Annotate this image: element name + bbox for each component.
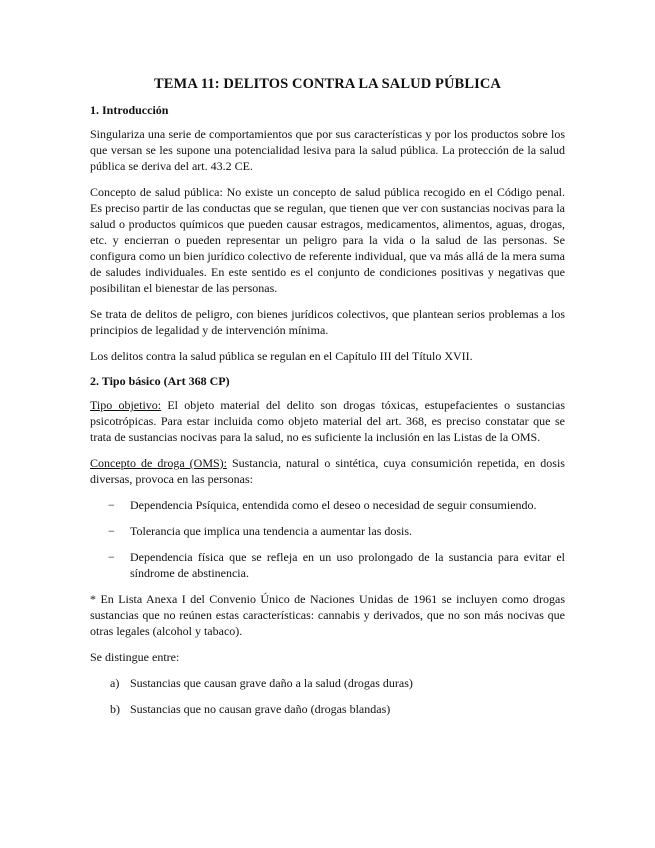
- list-item: [90, 675, 565, 691]
- concepto-droga-label: Concepto de droga (OMS):: [90, 456, 227, 470]
- dependencias-list: [90, 497, 565, 581]
- list-item: [90, 701, 565, 717]
- intro-paragraph-2: Concepto de salud pública: No existe un concepto de salud pública recogido en el Código penal. Es preciso partir de las conductas que se regulan, que tienen que ver con sustancias nocivas para la salud o productos químicos que pueden causar estragos, medicamentos, alimentos, aguas, drogas, etc. y encierran o pueden representar un peligro para la vida o la salud de las personas. Se configura como un bien jurídico colectivo de referente individual, que va más allá de la mera suma de saludes individuales. En este sentido es el conjunto de condiciones positivas y negativas que posibilitan el bienestar de las personas.: [90, 185, 565, 295]
- tipo-objetivo-paragraph: [90, 397, 565, 445]
- list-item: [90, 497, 565, 513]
- list-item-text: Sustancias que causan grave daño a la salud (drogas duras): [130, 676, 413, 690]
- list-item: [90, 549, 565, 581]
- list-marker: b): [110, 702, 120, 716]
- list-item-text: Dependencia física que se refleja en un uso prolongado de la sustancia para evitar el síndrome de abstinencia.: [130, 550, 565, 580]
- list-marker: a): [110, 676, 120, 690]
- section-heading-introduccion: 1. Introducción: [90, 103, 169, 117]
- list-item-text: Sustancias que no causan grave daño (drogas blandas): [130, 702, 391, 716]
- dash-bullet: −: [108, 498, 115, 512]
- intro-paragraph-3: Se trata de delitos de peligro, con bienes jurídicos colectivos, que plantean serios problemas a los principios de legalidad y de intervención mínima.: [90, 307, 565, 337]
- list-item: [90, 523, 565, 539]
- dash-bullet: −: [108, 524, 115, 538]
- se-distingue-paragraph: Se distingue entre:: [90, 650, 180, 664]
- document-page: [90, 76, 565, 727]
- intro-paragraph-4: Los delitos contra la salud pública se regulan en el Capítulo III del Título XVII.: [90, 349, 473, 363]
- sustancias-list: [90, 675, 565, 717]
- concepto-droga-text: Sustancia, natural o sintética, cuya consumición repetida, en dosis diversas, provoca en las personas:: [90, 456, 565, 486]
- tipo-objetivo-label: Tipo objetivo:: [90, 398, 162, 412]
- list-item-text: Dependencia Psíquica, entendida como el deseo o necesidad de seguir consumiendo.: [130, 498, 537, 512]
- intro-paragraph-1: Singulariza una serie de comportamientos que por sus características y por los productos sobre los que versan se les supone una potencialidad lesiva para la salud pública. La protección de la salud pública se deriva del art. 43.2 CE.: [90, 127, 565, 173]
- dash-bullet: −: [108, 550, 115, 564]
- section-heading-tipo-basico: 2. Tipo básico (Art 368 CP): [90, 374, 230, 388]
- tipo-objetivo-text: El objeto material del delito son drogas tóxicas, estupefacientes o sustancias psicotrópicas. Para estar incluida como objeto material del art. 368, es preciso constatar que se trata de sustancias nocivas para la salud, no es suficiente la inclusión en las Listas de la OMS.: [90, 398, 566, 444]
- list-item-text: Tolerancia que implica una tendencia a aumentar las dosis.: [130, 524, 413, 538]
- lista-anexa-note: * En Lista Anexa I del Convenio Único de Naciones Unidas de 1961 se incluyen como drogas sustancias que no reúnen estas características: cannabis y derivados, que no son más nocivas que otras legales (alcohol y tabaco).: [90, 592, 565, 638]
- concepto-droga-paragraph: [90, 455, 565, 487]
- document-title: TEMA 11: DELITOS CONTRA LA SALUD PÚBLICA: [154, 76, 501, 92]
